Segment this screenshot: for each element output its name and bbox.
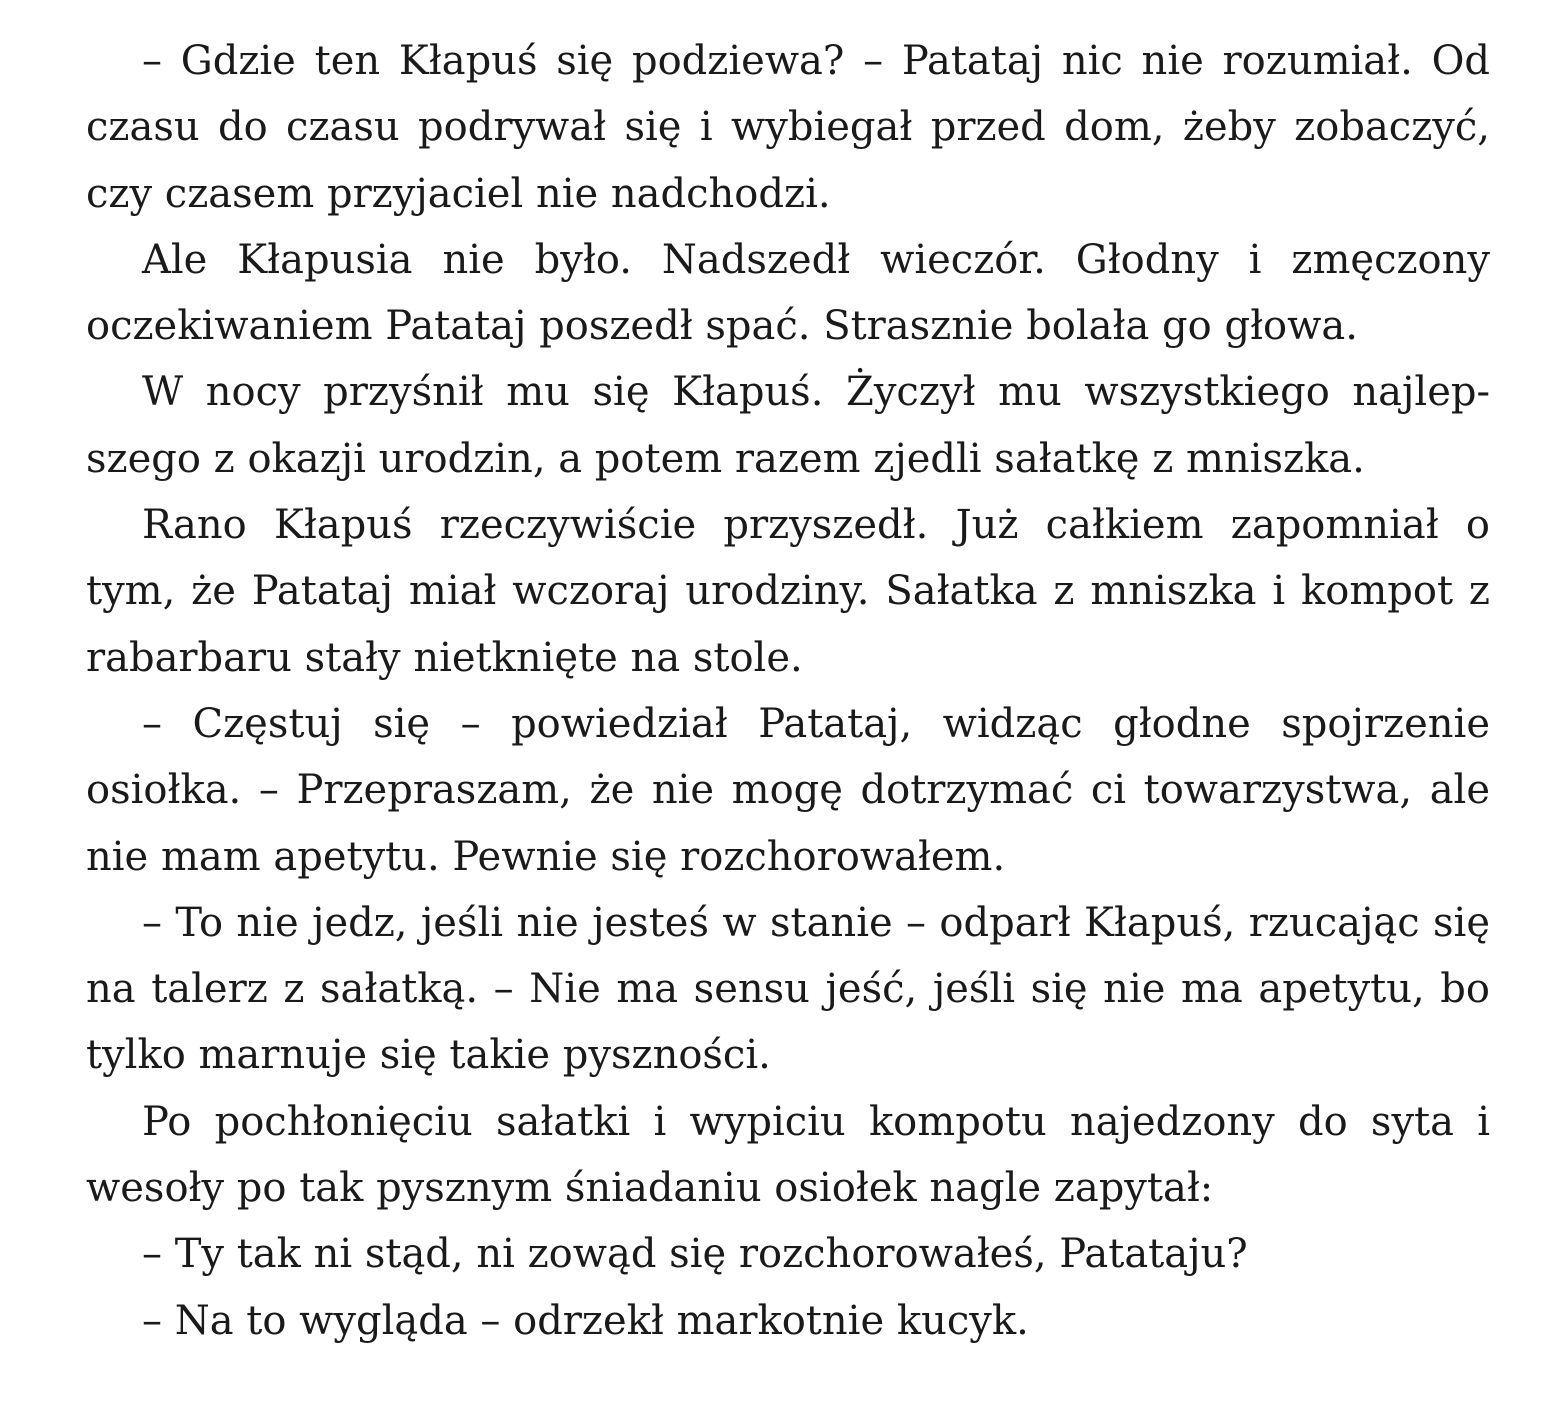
book-page <box>86 28 1490 1354</box>
paragraph: – To nie jedz, jeśli nie jesteś w stanie – odparł Kłapuś, rzucając się na talerz z sałatką. – Nie ma sensu jeść, jeśli się nie ma apetytu, bo tylko marnuje się takie pyszności. <box>86 899 1490 1079</box>
paragraph: – Ty tak ni stąd, ni zowąd się rozchorowałeś, Patataju? <box>142 1231 1248 1278</box>
paragraph: – Na to wygląda – odrzekł markotnie kucyk. <box>142 1297 1029 1344</box>
paragraph: – Częstuj się – powiedział Patataj, widząc głodne spojrzenie osiołka. – Przepraszam, że nie mogę dotrzymać ci towarzystwa, ale nie mam apetytu. Pewnie się rozchorowałem. <box>86 700 1490 880</box>
paragraph: Ale Kłapusia nie było. Nadszedł wieczór. Głodny i zmęczony oczekiwaniem Patataj poszedł spać. Strasznie bolała go głowa. <box>86 236 1490 350</box>
paragraph: Rano Kłapuś rzeczywiście przyszedł. Już całkiem zapomniał o tym, że Patataj miał wczoraj urodziny. Sałatka z mniszka i kompot z rabarbaru stały nietknięte na stole. <box>86 502 1490 681</box>
paragraph: Po pochłonięciu sałatki i wypiciu kompotu najedzony do syta i wesoły po tak pysznym śniadaniu osiołek nagle zapytał: <box>86 1098 1490 1212</box>
paragraph: W nocy przyśnił mu się Kłapuś. Życzył mu wszystkiego najlepszego z okazji urodzin, a potem razem zjedli sałatkę z mniszka. <box>86 369 1490 482</box>
paragraph: – Gdzie ten Kłapuś się podziewa? – Patataj nic nie rozumiał. Od czasu do czasu podrywał się i wybiegał przed dom, żeby zobaczyć, czy czasem przyjaciel nie nadchodzi. <box>86 38 1490 217</box>
